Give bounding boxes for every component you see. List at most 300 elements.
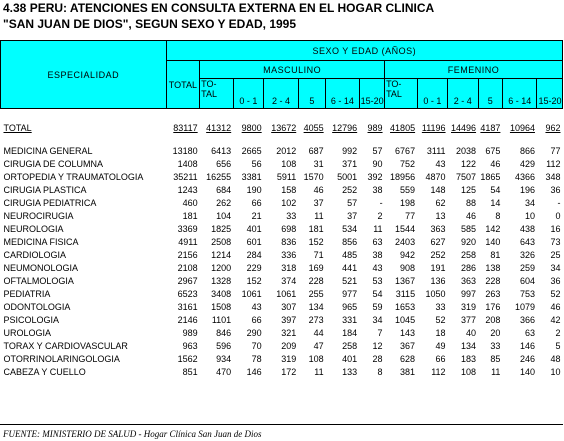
table-cell: 1653 [395, 301, 416, 312]
table-cell: 3408 [211, 288, 232, 299]
row-label: NEUROLOGIA [3, 223, 64, 234]
table-cell: 965 [342, 301, 358, 312]
statistics-table [0, 40, 563, 378]
table-cell: 48 [550, 353, 561, 364]
header-masc-6-14: 6 - 14 [326, 79, 360, 109]
table-cell: 989 [182, 327, 198, 338]
table-cell: 3369 [177, 223, 198, 234]
table-cell: 997 [461, 288, 477, 299]
table-cell: 158 [281, 184, 297, 195]
row-label: OFTALMOLOGIA [3, 275, 74, 286]
table-row [1, 313, 563, 326]
table-cell: 71 [313, 249, 324, 260]
table-cell: 34 [550, 262, 561, 273]
table-cell: 977 [342, 288, 358, 299]
table-cell: 397 [281, 314, 297, 325]
header-femenino: FEMENINO [385, 61, 563, 79]
table-cell: 140 [485, 236, 501, 247]
table-body [1, 109, 563, 145]
header-fem-0-1: 0 - 1 [417, 79, 447, 109]
table-cell: 2508 [211, 236, 232, 247]
table-cell: 13 [435, 210, 446, 221]
table-cell: 42 [550, 314, 561, 325]
header-total: TOTAL [166, 61, 200, 109]
table-cell: 319 [461, 301, 477, 312]
table-cell: 1101 [211, 314, 232, 325]
total-row [1, 121, 563, 135]
table-cell: 348 [545, 171, 561, 182]
table-cell: 252 [430, 249, 446, 260]
table-cell: 146 [246, 366, 262, 377]
table-cell: 401 [246, 223, 262, 234]
table-cell: 31 [313, 158, 324, 169]
row-label: ORTOPEDIA Y TRAUMATOLOGIA [3, 171, 144, 182]
table-cell: 675 [485, 145, 501, 156]
row-label: MEDICINA FISICA [3, 236, 79, 247]
total-cell: 12796 [332, 123, 358, 133]
table-cell: 684 [216, 184, 232, 195]
table-cell: 184 [342, 327, 358, 338]
table-cell: 687 [308, 145, 324, 156]
table-cell: 1508 [211, 301, 232, 312]
table-cell: 2665 [241, 145, 262, 156]
table-cell: 34 [524, 197, 535, 208]
table-cell: 11 [314, 210, 324, 221]
table-cell: 10 [550, 366, 561, 377]
table-cell: 63 [372, 236, 383, 247]
table-cell: 1408 [177, 158, 198, 169]
table-cell: 259 [519, 262, 535, 273]
table-row [1, 365, 563, 378]
table-cell: 122 [461, 158, 477, 169]
table-cell: 146 [519, 340, 535, 351]
table-cell: 470 [216, 366, 232, 377]
table-cell: 90 [372, 158, 383, 169]
table-cell: 52 [550, 288, 561, 299]
table-row [1, 339, 563, 352]
table-cell: 438 [519, 223, 535, 234]
table-cell: 908 [400, 262, 416, 273]
table-cell: 38 [372, 249, 383, 260]
table-cell: 559 [400, 184, 416, 195]
table-cell: 628 [400, 353, 416, 364]
table-row [1, 287, 563, 300]
table-cell: 392 [367, 171, 383, 182]
table-cell: 125 [461, 184, 477, 195]
table-cell: 70 [251, 340, 262, 351]
table-cell: 108 [281, 158, 297, 169]
header-masc-15-20: 15-20 [359, 79, 384, 109]
table-cell: 846 [216, 327, 232, 338]
table-cell: 4366 [514, 171, 535, 182]
row-label: OTORRINOLARINGOLOGIA [3, 353, 120, 364]
specialty-rows [1, 144, 563, 378]
table-cell: 1367 [395, 275, 416, 286]
table-cell: 374 [281, 275, 297, 286]
table-cell: 585 [461, 223, 477, 234]
row-label: ODONTOLOGIA [3, 301, 71, 312]
row-label: MEDICINA GENERAL [3, 145, 93, 156]
table-cell: 11 [373, 223, 383, 234]
table-row [1, 222, 563, 235]
table-cell: 934 [216, 353, 232, 364]
table-cell: 963 [182, 340, 198, 351]
table-cell: 992 [342, 145, 358, 156]
header-masc-0-1: 0 - 1 [233, 79, 263, 109]
table-cell: 54 [490, 184, 501, 195]
table-cell: 63 [524, 327, 535, 338]
table-cell: 46 [313, 184, 324, 195]
table-cell: - [557, 197, 561, 208]
table-cell: 228 [308, 275, 324, 286]
table-cell: 5 [555, 340, 561, 351]
table-cell: 2967 [177, 275, 198, 286]
total-cell: 11196 [421, 123, 446, 133]
table-cell: 3115 [395, 288, 416, 299]
table-cell: 102 [281, 197, 297, 208]
table-cell: 57 [347, 197, 358, 208]
table-cell: 460 [182, 197, 198, 208]
table-cell: 284 [246, 249, 262, 260]
header-fem-total: TO- TAL [385, 79, 418, 109]
table-cell: 401 [342, 353, 358, 364]
row-label: NEUROCIRUGIA [3, 210, 74, 221]
total-cell: 10964 [509, 123, 535, 133]
table-cell: 381 [400, 366, 416, 377]
table-cell: 104 [216, 210, 232, 221]
total-cell: 4187 [480, 123, 501, 133]
table-cell: 273 [308, 314, 324, 325]
table-cell: 81 [490, 249, 501, 260]
table-cell: 49 [435, 340, 446, 351]
table-row [1, 274, 563, 287]
table-cell: 1562 [177, 353, 198, 364]
table-cell: 321 [281, 327, 297, 338]
table-cell: 2146 [177, 314, 198, 325]
table-cell: 138 [485, 262, 501, 273]
table-cell: 258 [342, 340, 358, 351]
total-cell: 13672 [271, 123, 297, 133]
table-cell: 66 [251, 197, 262, 208]
table-cell: 1328 [211, 275, 232, 286]
row-label: CIRUGIA PEDIATRICA [3, 197, 97, 208]
source-note: FUENTE: MINISTERIO DE SALUD - Hogar Clínica San Juan de Dios [3, 429, 262, 439]
table-cell: 40 [466, 327, 477, 338]
table-cell: 229 [246, 262, 262, 273]
table-cell: 169 [308, 262, 324, 273]
table-cell: 57 [372, 145, 383, 156]
total-cell: 962 [545, 123, 561, 133]
table-cell: 190 [246, 184, 262, 195]
table-cell: 54 [372, 288, 383, 299]
table-cell: 534 [342, 223, 358, 234]
table-cell: 7507 [456, 171, 477, 182]
table-cell: 181 [182, 210, 198, 221]
table-cell: 16255 [206, 171, 232, 182]
table-cell: 5911 [276, 171, 297, 182]
header-fem-5: 5 [478, 79, 502, 109]
header-especialidad: ESPECIALIDAD [1, 41, 167, 109]
table-cell: 78 [251, 353, 262, 364]
table-cell: 3381 [241, 171, 262, 182]
table-cell: 134 [461, 340, 477, 351]
table-cell: 371 [342, 158, 358, 169]
header-masc-total: TO- TAL [200, 79, 234, 109]
table-cell: 698 [281, 223, 297, 234]
table-cell: 2 [555, 327, 561, 338]
table-cell: 920 [461, 236, 477, 247]
table-cell: 318 [281, 262, 297, 273]
table-cell: 143 [400, 327, 416, 338]
row-label: CARDIOLOGIA [3, 249, 67, 260]
table-cell: 6523 [177, 288, 198, 299]
table-cell: 46 [490, 158, 501, 169]
table-cell: 46 [550, 301, 561, 312]
table-cell: 2156 [177, 249, 198, 260]
table-cell: 85 [490, 353, 501, 364]
total-cell: 14496 [451, 123, 477, 133]
table-cell: 88 [466, 197, 477, 208]
table-cell: 856 [342, 236, 358, 247]
row-label: CABEZA Y CUELLO [3, 366, 86, 377]
table-cell: 37 [313, 197, 324, 208]
table-cell: 66 [435, 353, 446, 364]
table-cell: 5001 [337, 171, 358, 182]
total-cell: 4055 [303, 123, 324, 133]
row-label: NEUMONOLOGIA [3, 262, 79, 273]
table-cell: 7 [377, 327, 383, 338]
row-label: CIRUGIA PLASTICA [3, 184, 87, 195]
table-cell: 140 [519, 366, 535, 377]
table-cell: 38 [372, 184, 383, 195]
table-cell: 2038 [456, 145, 477, 156]
total-cell: 41805 [390, 123, 416, 133]
total-cell: 83117 [173, 123, 198, 133]
header-sexo-edad: SEXO Y EDAD (AÑOS) [166, 41, 562, 61]
table-cell: 20 [490, 327, 501, 338]
spacer-row [1, 109, 563, 122]
table-cell: - [379, 197, 383, 208]
table-cell: 258 [461, 249, 477, 260]
total-cell: 989 [367, 123, 383, 133]
total-cell: 41312 [206, 123, 232, 133]
table-cell: 14 [490, 197, 501, 208]
header-fem-15-20: 15-20 [537, 79, 563, 109]
table-cell: 262 [216, 197, 232, 208]
table-cell: 441 [342, 262, 358, 273]
row-label: UROLOGIA [3, 327, 52, 338]
table-cell: 255 [308, 288, 324, 299]
table-row [1, 170, 563, 183]
table-cell: 148 [430, 184, 446, 195]
spacer-row [1, 135, 563, 144]
table-cell: 8 [495, 210, 501, 221]
table-cell: 35211 [173, 171, 198, 182]
table-cell: 43 [251, 301, 262, 312]
header-fem-6-14: 6 - 14 [502, 79, 537, 109]
table-row [1, 196, 563, 209]
table-cell: 6767 [395, 145, 416, 156]
table-cell: 1544 [395, 223, 416, 234]
table-cell: 36 [550, 275, 561, 286]
table-cell: 77 [550, 145, 561, 156]
total-cell: 9800 [241, 123, 262, 133]
table-cell: 33 [435, 301, 446, 312]
table-cell: 198 [400, 197, 416, 208]
table-cell: 191 [430, 262, 446, 273]
table-cell: 4870 [425, 171, 446, 182]
table-cell: 52 [435, 314, 446, 325]
table-cell: 252 [342, 184, 358, 195]
table-cell: 1061 [276, 288, 297, 299]
table-cell: 429 [519, 158, 535, 169]
table-cell: 16 [550, 223, 561, 234]
table-cell: 196 [519, 184, 535, 195]
table-cell: 36 [550, 184, 561, 195]
table-cell: 3111 [426, 145, 446, 156]
table-cell: 1243 [177, 184, 198, 195]
table-cell: 1061 [241, 288, 262, 299]
table-row [1, 157, 563, 170]
table-cell: 8 [377, 366, 383, 377]
table-cell: 307 [281, 301, 297, 312]
table-cell: 11 [314, 366, 324, 377]
table-cell: 209 [281, 340, 297, 351]
table-row [1, 352, 563, 365]
table-cell: 2 [377, 210, 383, 221]
table-cell: 142 [485, 223, 501, 234]
table-row [1, 261, 563, 274]
report-title-line-2: "SAN JUAN DE DIOS", SEGUN SEXO Y EDAD, 1995 [3, 17, 297, 31]
table-cell: 4911 [178, 236, 198, 247]
table-cell: 134 [308, 301, 324, 312]
table-cell: 62 [435, 197, 446, 208]
table-cell: 627 [430, 236, 446, 247]
table-cell: 326 [519, 249, 535, 260]
table-cell: 363 [430, 223, 446, 234]
table-cell: 112 [431, 366, 446, 377]
table-cell: 108 [461, 366, 477, 377]
table-cell: 172 [281, 366, 297, 377]
table-row [1, 326, 563, 339]
table-cell: 33 [286, 210, 297, 221]
table-cell: 11 [491, 366, 501, 377]
table-cell: 319 [281, 353, 297, 364]
table-cell: 12 [372, 340, 383, 351]
table-cell: 601 [246, 236, 262, 247]
table-cell: 73 [550, 236, 561, 247]
table-cell: 336 [281, 249, 297, 260]
table-cell: 77 [405, 210, 416, 221]
table-cell: 6413 [211, 145, 232, 156]
table-cell: 643 [519, 236, 535, 247]
table-cell: 59 [372, 301, 383, 312]
table-cell: 1200 [211, 262, 232, 273]
table-cell: 2403 [395, 236, 416, 247]
table-cell: 596 [216, 340, 232, 351]
table-row [1, 300, 563, 313]
table-cell: 152 [308, 236, 324, 247]
row-label: PSICOLOGIA [3, 314, 60, 325]
table-cell: 366 [519, 314, 535, 325]
table-cell: 133 [342, 366, 358, 377]
table-cell: 21 [251, 210, 262, 221]
report-title-line-1: 4.38 PERU: ATENCIONES EN CONSULTA EXTERNA EN EL HOGAR CLINICA [3, 1, 435, 15]
table-cell: 2012 [276, 145, 297, 156]
table-cell: 152 [246, 275, 262, 286]
table-cell: 2108 [177, 262, 198, 273]
table-row [1, 209, 563, 222]
table-row [1, 144, 563, 157]
header-fem-2-4: 2 - 4 [448, 79, 478, 109]
table-cell: 485 [342, 249, 358, 260]
table-cell: 367 [400, 340, 416, 351]
row-label: PEDIATRIA [3, 288, 51, 299]
table-cell: 263 [485, 288, 501, 299]
table-cell: 753 [519, 288, 535, 299]
table-cell: 176 [485, 301, 501, 312]
table-cell: 10 [524, 210, 535, 221]
header-masculino: MASCULINO [200, 61, 385, 79]
table-cell: 53 [372, 275, 383, 286]
table-cell: 1050 [425, 288, 446, 299]
table-cell: 363 [461, 275, 477, 286]
table-cell: 377 [461, 314, 477, 325]
table-row [1, 183, 563, 196]
table-cell: 1045 [395, 314, 416, 325]
total-label: TOTAL [3, 123, 32, 133]
row-label: CIRUGIA DE COLUMNA [3, 158, 104, 169]
table-cell: 43 [435, 158, 446, 169]
table-cell: 246 [519, 353, 535, 364]
table-cell: 56 [251, 158, 262, 169]
table-cell: 44 [313, 327, 324, 338]
table-cell: 0 [555, 210, 561, 221]
table-cell: 1825 [211, 223, 232, 234]
table-cell: 108 [308, 353, 324, 364]
table-cell: 3161 [177, 301, 198, 312]
table-row [1, 235, 563, 248]
table-cell: 1865 [480, 171, 501, 182]
row-label: TORAX Y CARDIOVASCULAR [3, 340, 128, 351]
table-cell: 25 [550, 249, 561, 260]
table-cell: 28 [372, 353, 383, 364]
table-cell: 13180 [172, 145, 198, 156]
table-row [1, 248, 563, 261]
header-masc-2-4: 2 - 4 [264, 79, 299, 109]
table-cell: 18 [435, 327, 446, 338]
table-cell: 37 [347, 210, 358, 221]
table-cell: 1570 [303, 171, 324, 182]
bottom-rule [0, 424, 563, 425]
table-cell: 331 [342, 314, 358, 325]
table-cell: 656 [216, 158, 232, 169]
table-cell: 1079 [514, 301, 535, 312]
table-cell: 942 [400, 249, 416, 260]
table-cell: 46 [466, 210, 477, 221]
table-cell: 752 [400, 158, 416, 169]
header-masc-5: 5 [298, 79, 325, 109]
table-cell: 208 [485, 314, 501, 325]
table-cell: 43 [372, 262, 383, 273]
table-cell: 1214 [211, 249, 232, 260]
table-cell: 604 [519, 275, 535, 286]
table-cell: 836 [281, 236, 297, 247]
table-cell: 521 [342, 275, 358, 286]
table-cell: 181 [308, 223, 324, 234]
table-cell: 47 [313, 340, 324, 351]
table-cell: 228 [485, 275, 501, 286]
